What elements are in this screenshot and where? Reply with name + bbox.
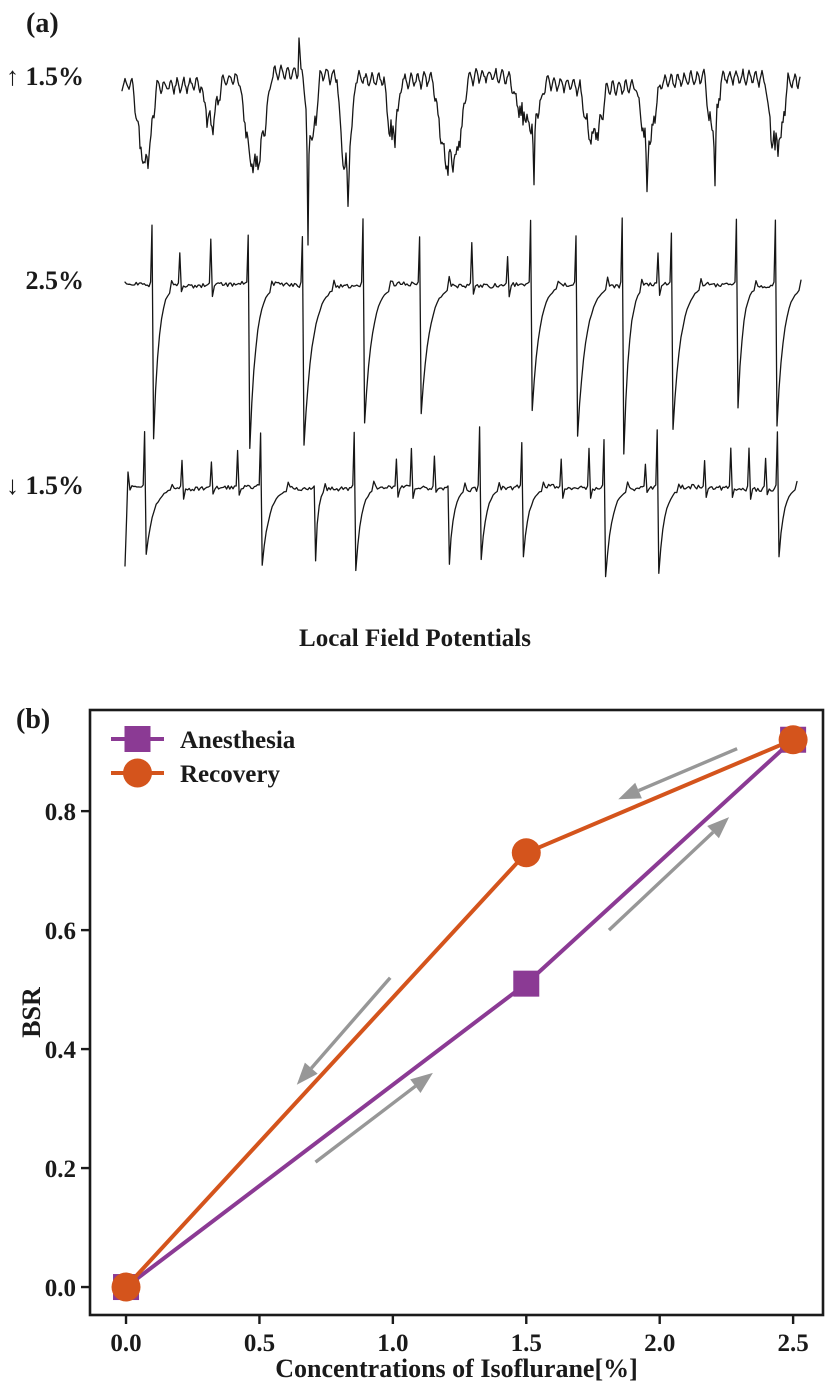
legend-marker-square	[125, 726, 151, 752]
axes-frame	[90, 710, 823, 1315]
lfp-traces	[122, 38, 801, 577]
y-tick-label: 0.2	[44, 1156, 76, 1184]
arrow-shaft	[609, 832, 713, 930]
trace-label-up-1-5-percent: ↑ 1.5%	[6, 62, 84, 91]
legend-label: Recovery	[180, 761, 280, 788]
lfp-trace-0	[122, 38, 800, 245]
arrow-shaft	[311, 978, 390, 1068]
hysteresis-arrows	[297, 749, 737, 1162]
x-axis	[110, 1315, 808, 1357]
lfp-trace-2	[125, 427, 797, 577]
marker-circle	[779, 725, 808, 754]
x-tick-label: 0.0	[110, 1330, 142, 1357]
arrow-head	[618, 783, 642, 799]
legend	[111, 726, 296, 788]
trace-label-down-1-5-percent: ↓ 1.5%	[6, 471, 84, 500]
arrow-head	[410, 1073, 433, 1093]
x-tick-label: 2.0	[644, 1330, 676, 1357]
marker-square	[513, 971, 539, 997]
legend-item-recovery	[111, 759, 280, 789]
x-tick-label: 2.5	[777, 1330, 809, 1357]
legend-item-anesthesia	[111, 726, 296, 754]
series-anesthesia	[113, 727, 806, 1300]
arrow-shaft	[316, 1086, 416, 1162]
legend-label: Anesthesia	[180, 727, 296, 754]
trace-label-2-5-percent: 2.5%	[25, 266, 84, 295]
series-line	[126, 740, 793, 1287]
y-tick-label: 0.8	[44, 799, 76, 827]
x-tick-label: 1.0	[377, 1330, 409, 1357]
bsr-chart	[17, 710, 823, 1383]
panel-a-caption: Local Field Potentials	[299, 625, 531, 652]
x-tick-label: 0.5	[243, 1330, 276, 1357]
series-line	[126, 740, 793, 1287]
x-axis-label: Concentrations of Isoflurane[%]	[275, 1354, 638, 1383]
lfp-trace-1	[125, 218, 801, 454]
y-tick-label: 0.6	[44, 918, 76, 946]
y-tick-label: 0.0	[44, 1275, 76, 1303]
y-tick-label: 0.4	[44, 1037, 76, 1065]
y-axis	[45, 799, 90, 1302]
x-tick-label: 1.5	[510, 1330, 542, 1357]
marker-circle	[512, 838, 541, 867]
series-recovery	[112, 725, 808, 1301]
legend-marker-circle	[123, 759, 152, 788]
panel-a-letter: (a)	[26, 8, 59, 39]
y-axis-label: BSR	[17, 987, 46, 1038]
panel-b-letter: (b)	[16, 704, 51, 735]
marker-circle	[112, 1273, 141, 1302]
